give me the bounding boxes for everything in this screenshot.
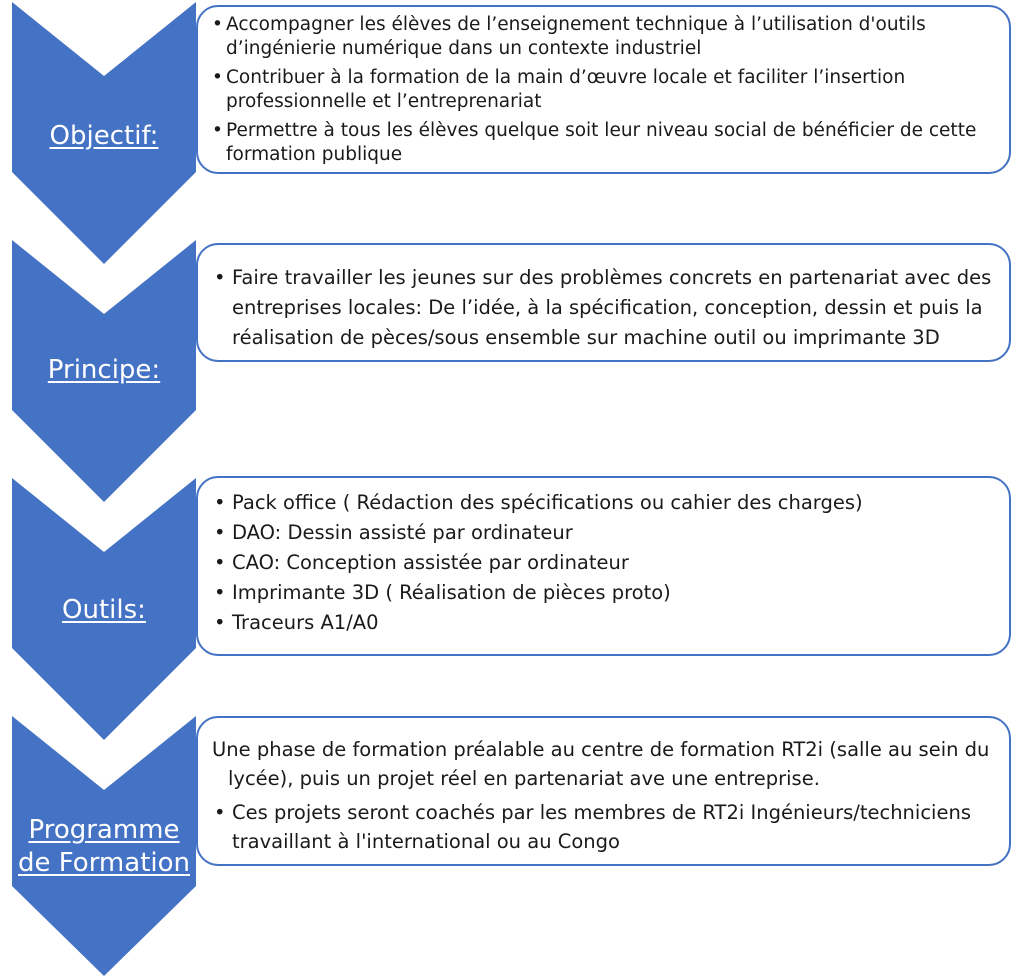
outils-box — [196, 476, 1011, 656]
programme-label — [8, 814, 200, 880]
objectif-label: Objectif: — [49, 121, 159, 151]
outils-item: • Pack office ( Rédaction des spécifications ou cahier des charges) — [212, 488, 995, 518]
programme-item: Une phase de formation préalable au centre de formation RT2i (salle au sein du lycée), puis un projet réel en partenariat ave une entreprise. — [212, 738, 990, 790]
outils-item: • CAO: Conception assistée par ordinateur — [212, 548, 995, 578]
programme-label-line2: de Formation — [18, 848, 190, 878]
objectif-item: • Permettre à tous les élèves quelque soit leur niveau social de bénéficier de cette formation publique — [212, 119, 995, 167]
objectif-item: • Contribuer à la formation de la main d’œuvre locale et faciliter l’insertion professionnelle et l’entreprenariat — [212, 66, 995, 114]
principe-list — [212, 263, 995, 353]
programme-label-line1: Programme — [28, 815, 180, 845]
outils-item: • Traceurs A1/A0 — [212, 608, 995, 638]
principe-box — [196, 243, 1011, 362]
objectif-box — [196, 5, 1011, 174]
programme-item: • Ces projets seront coachés par les membres de RT2i Ingénieurs/techniciens travaillant à l'international ou au Congo — [212, 798, 995, 856]
outils-item: • Imprimante 3D ( Réalisation de pièces proto) — [212, 578, 995, 608]
outils-label: Outils: — [62, 595, 146, 625]
principe-item: • Faire travailler les jeunes sur des problèmes concrets en partenariat avec des entreprises locales: De l’idée, à la spécification, conception, dessin et puis la réalisation de pèces/sous ensemble sur machine outil ou imprimante 3D — [212, 263, 995, 353]
outils-list — [212, 488, 995, 638]
objectif-list — [212, 13, 995, 167]
outils-item: • DAO: Dessin assisté par ordinateur — [212, 518, 995, 548]
programme-list — [212, 735, 995, 856]
programme-box — [196, 716, 1011, 866]
objectif-item: • Accompagner les élèves de l’enseignement technique à l’utilisation d'outils d’ingénierie numérique dans un contexte industriel — [212, 13, 995, 61]
principe-label: Principe: — [47, 355, 161, 385]
